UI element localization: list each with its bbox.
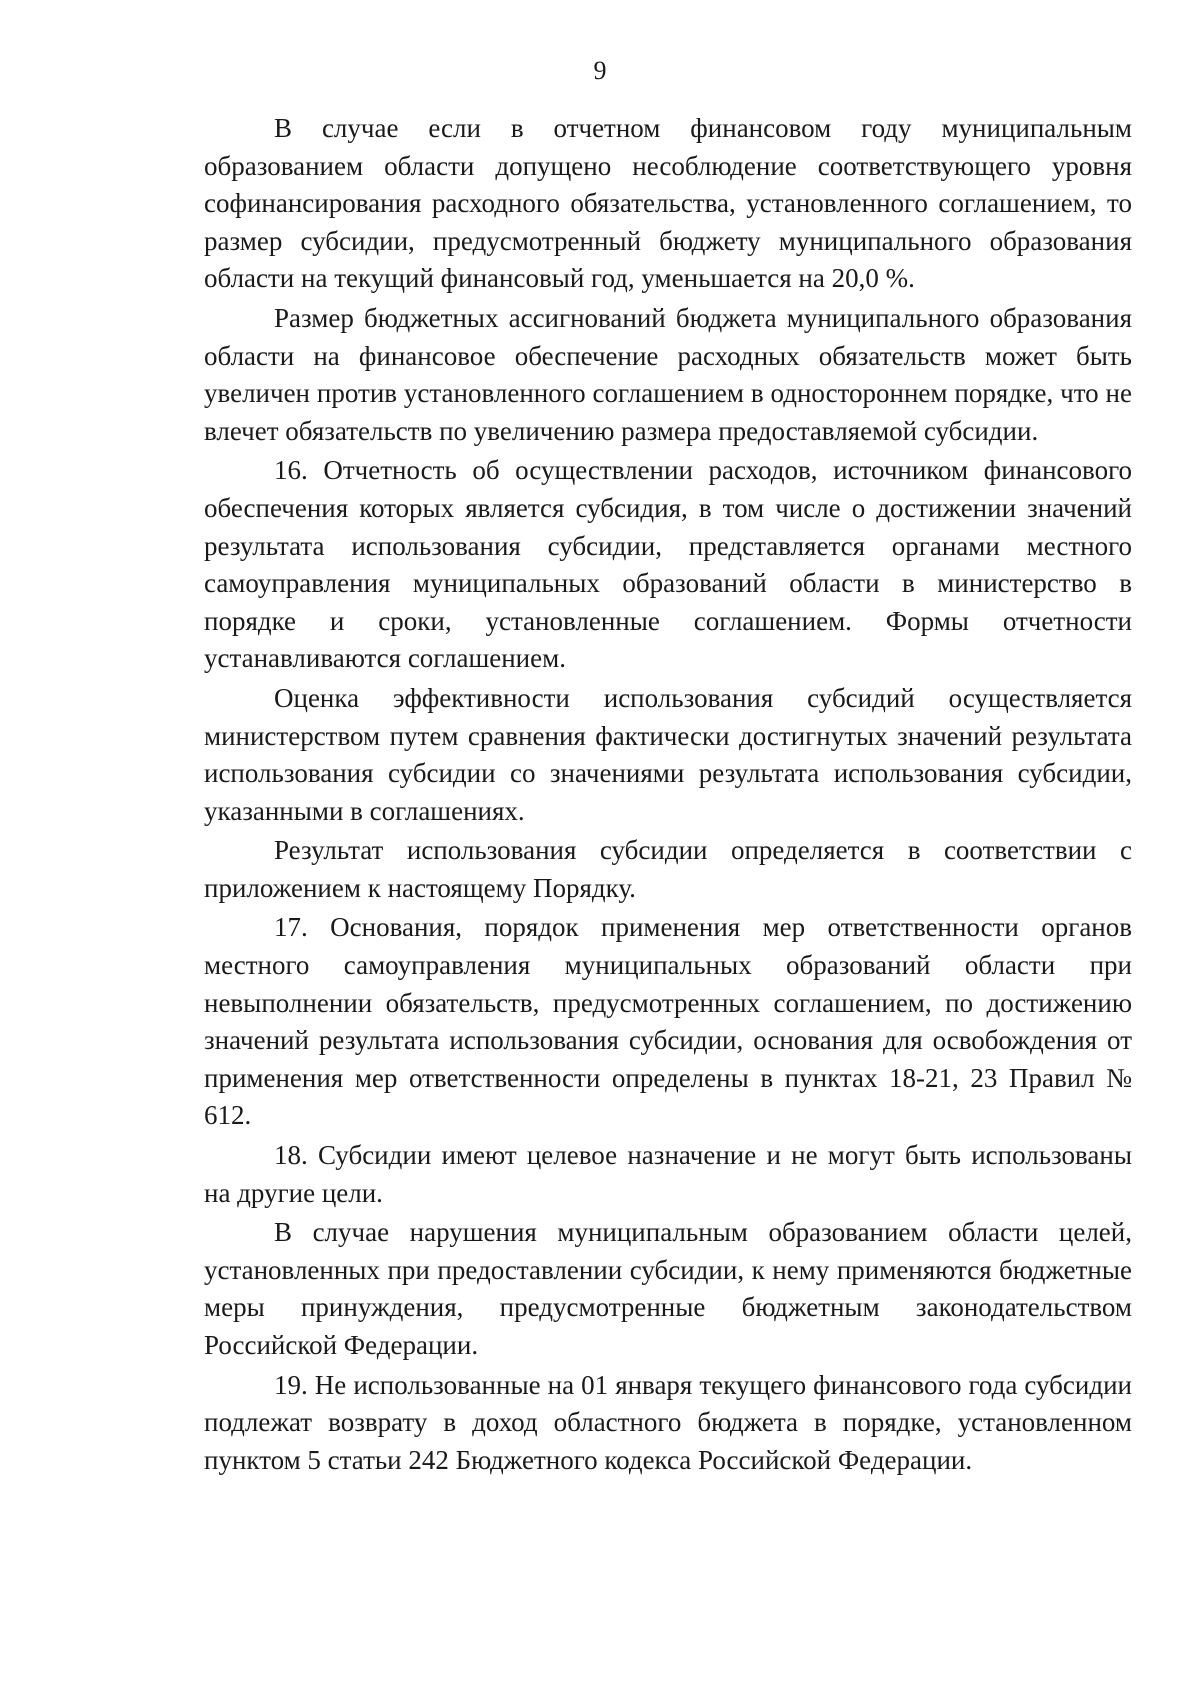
- paragraph-18-target-purpose: 18. Субсидии имеют целевое назначение и не могут быть использованы на другие цели.: [204, 1140, 1132, 1208]
- paragraph-result-definition: Результат использования субсидии определяется в соответствии с приложением к настоящему Порядку.: [204, 835, 1132, 903]
- paragraph-violation-measures: В случае нарушения муниципальным образованием области целей, установленных при предоставлении субсидии, к нему применяются бюджетные меры принуждения, предусмотренные бюджетным законодательством Российской Федерации.: [204, 1217, 1132, 1360]
- paragraph-16-reporting: 16. Отчетность об осуществлении расходов, источником финансового обеспечения которых является субсидия, в том числе о достижении значений результата использования субсидии, представляется органами местного самоуправления муниципальных образований области в министерство в порядке и сроки, установленные соглашением. Формы отчетности устанавливаются соглашением.: [204, 455, 1132, 674]
- page-number: 9: [593, 56, 607, 85]
- paragraph-efficiency-evaluation: Оценка эффективности использования субсидий осуществляется министерством путем сравнения фактически достигнутых значений результата использования субсидии со значениями результата использования субсидии, указанными в соглашениях.: [204, 682, 1132, 826]
- paragraph-cofinancing-violation: В случае если в отчетном финансовом году муниципальным образованием области допущено несоблюдение соответствующего уровня софинансирования расходного обязательства, установленного соглашением, то размер субсидии, предусмотренный бюджету муниципального образования области на текущий финансовый год, уменьшается на 20,0 %.: [204, 113, 1132, 294]
- paragraph-19-return-unused: 19. Не использованные на 01 января текущего финансового года субсидии подлежат возврату в доход областного бюджета в порядке, установленном пунктом 5 статьи 242 Бюджетного кодекса Российской Федерации.: [204, 1369, 1132, 1475]
- document-body: [204, 110, 1132, 1479]
- paragraph-17-responsibility: 17. Основания, порядок применения мер ответственности органов местного самоуправления муниципальных образований области при невыполнении обязательств, предусмотренных соглашением, по достижению значений результата использования субсидии, основания для освобождения от применения мер ответственности определены в пунктах 18-21, 23 Правил № 612.: [204, 912, 1132, 1131]
- paragraph-budget-allocation-size: Размер бюджетных ассигнований бюджета муниципального образования области на финансовое обеспечение расходных обязательств может быть увеличен против установленного соглашением в одностороннем порядке, что не влечет обязательств по увеличению размера предоставляемой субсидии.: [204, 302, 1132, 446]
